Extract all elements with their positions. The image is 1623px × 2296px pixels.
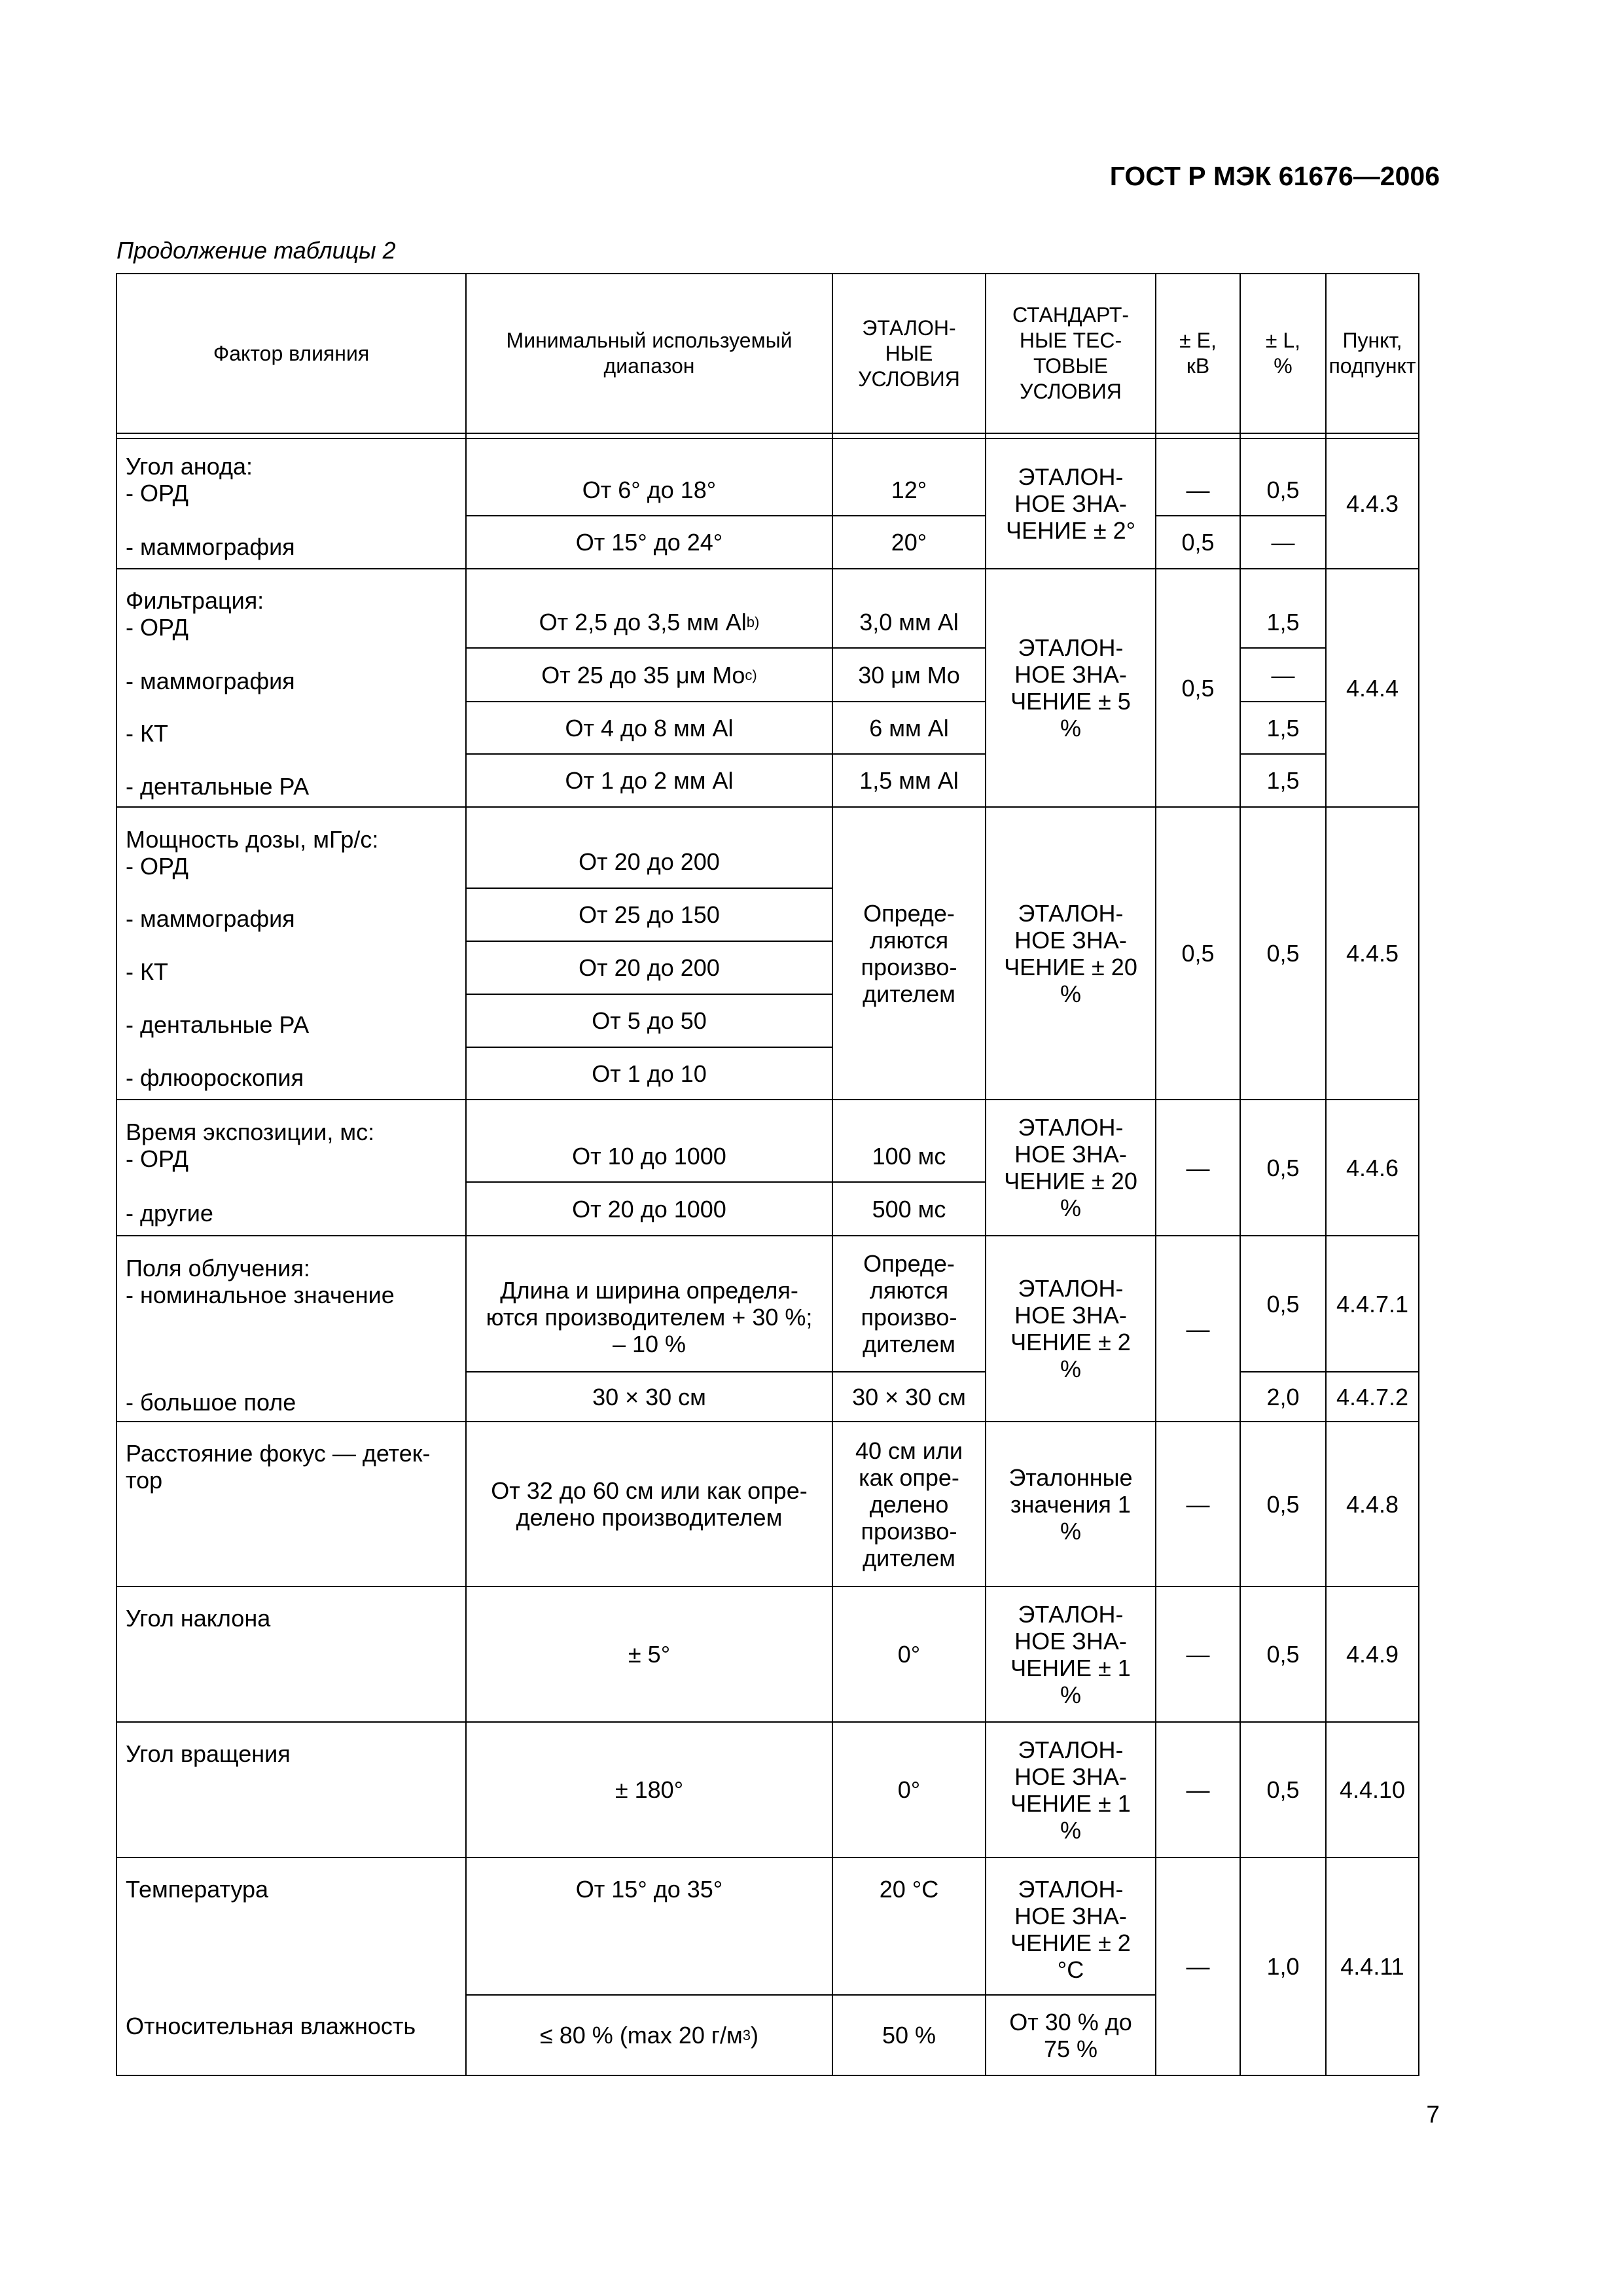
time-row1-label: - ОРД	[126, 1145, 188, 1172]
focus-title: Расстояние фокус — детек-тор	[126, 1440, 431, 1494]
field-row2-label: - большое поле	[126, 1389, 296, 1416]
filt-e: 0,5	[1181, 674, 1215, 702]
filt-ref1: 3,0 мм Al	[859, 608, 959, 636]
temp-e: —	[1186, 1953, 1210, 1980]
dose-std: ЭТАЛОН-НОЕ ЗНА-ЧЕНИЕ ± 20 %	[1004, 899, 1137, 1007]
dose-row3-label: - КТ	[126, 958, 168, 985]
col-header-clause: Пункт, подпункт	[1329, 329, 1416, 378]
col-header-l: ± L, %	[1265, 329, 1301, 378]
focus-range: От 32 до 60 см или как опре-делено производителем	[491, 1477, 808, 1531]
time-ref1: 100 мс	[872, 1142, 946, 1170]
filt-title: Фильтрация:	[126, 587, 264, 614]
field-row1-label: - номинальное значение	[126, 1282, 395, 1308]
tilt-ref: 0°	[897, 1641, 921, 1668]
humidity-title: Относительная влажность	[126, 2013, 416, 2039]
rot-std: ЭТАЛОН-НОЕ ЗНА-ЧЕНИЕ ± 1 %	[1010, 1736, 1131, 1844]
tilt-std: ЭТАЛОН-НОЕ ЗНА-ЧЕНИЕ ± 1 %	[1010, 1600, 1131, 1708]
rot-e: —	[1186, 1776, 1210, 1803]
dose-ref: Опреде-ляются произво-дителем	[861, 899, 957, 1007]
field-range1: Длина и ширина определя-ются производителем + 30 %; – 10 %	[486, 1276, 813, 1357]
filt-ref4: 1,5 мм Al	[859, 767, 959, 794]
anode-row1-label: - ОРД	[126, 480, 188, 507]
dose-range1: От 20 до 200	[579, 848, 720, 875]
anode-e2: 0,5	[1181, 529, 1215, 556]
col-header-factor: Фактор влияния	[213, 341, 370, 365]
dose-clause: 4.4.5	[1346, 940, 1399, 967]
filt-l4: 1,5	[1266, 767, 1300, 794]
temp-range: От 15° до 35°	[575, 1876, 723, 1903]
filt-l2: —	[1271, 661, 1295, 689]
field-ref1: Опреде-ляются произво-дителем	[861, 1250, 957, 1357]
field-clause2: 4.4.7.2	[1336, 1383, 1409, 1410]
field-l2: 2,0	[1266, 1383, 1300, 1410]
field-ref2: 30 × 30 см	[852, 1383, 966, 1410]
time-range1: От 10 до 1000	[572, 1142, 726, 1170]
humidity-std: От 30 % до 75 %	[1009, 2008, 1132, 2062]
dose-row4-label: - дентальные РА	[126, 1011, 310, 1038]
focus-ref: 40 см или как опре-делено произво-дителем	[855, 1437, 963, 1571]
anode-ref2: 20°	[891, 529, 927, 556]
filt-row3-label: - КТ	[126, 720, 168, 747]
anode-l2: —	[1271, 529, 1295, 556]
filt-l3: 1,5	[1266, 714, 1300, 742]
filt-l1: 1,5	[1266, 608, 1300, 636]
anode-title: Угол анода:	[126, 453, 253, 480]
filt-range4: От 1 до 2 мм Al	[565, 767, 734, 794]
dose-l: 0,5	[1266, 940, 1300, 967]
rot-clause: 4.4.10	[1339, 1776, 1406, 1803]
time-clause: 4.4.6	[1346, 1154, 1399, 1181]
col-header-ref: ЭТАЛОН-НЫЕ УСЛОВИЯ	[858, 315, 960, 391]
rot-ref: 0°	[897, 1776, 921, 1803]
filt-ref2: 30 μм Mo	[858, 661, 960, 689]
time-e: —	[1186, 1154, 1210, 1181]
time-title: Время экспозиции, мс:	[126, 1119, 375, 1145]
col-header-range: Минимальный используемый диапазон	[506, 329, 793, 378]
page-number: 7	[1426, 2101, 1440, 2128]
filt-range1: От 2,5 до 3,5 мм Al b)	[539, 608, 760, 636]
tilt-title: Угол наклона	[126, 1605, 271, 1632]
temp-l: 1,0	[1266, 1953, 1300, 1980]
filt-range3: От 4 до 8 мм Al	[565, 714, 734, 742]
anode-l1: 0,5	[1266, 476, 1300, 503]
field-e: —	[1186, 1315, 1210, 1342]
tilt-range: ± 5°	[628, 1641, 671, 1668]
rot-l: 0,5	[1266, 1776, 1300, 1803]
rot-title: Угол вращения	[126, 1740, 291, 1767]
anode-ref1: 12°	[891, 476, 927, 503]
dose-range4: От 5 до 50	[592, 1007, 707, 1034]
dose-row2-label: - маммография	[126, 905, 295, 932]
tilt-clause: 4.4.9	[1346, 1641, 1399, 1668]
filt-range2: От 25 до 35 μм Mo c)	[541, 661, 757, 689]
filt-ref3: 6 мм Al	[869, 714, 949, 742]
humidity-ref: 50 %	[882, 2022, 936, 2049]
dose-range3: От 20 до 200	[579, 954, 720, 981]
table-continuation-caption: Продолжение таблицы 2	[116, 237, 396, 264]
col-header-std: СТАНДАРТ-НЫЕ ТЕС-ТОВЫЕ УСЛОВИЯ	[1012, 303, 1130, 403]
anode-range2: От 15° до 24°	[575, 529, 723, 556]
focus-e: —	[1186, 1490, 1210, 1518]
filt-row1-label: - ОРД	[126, 614, 188, 641]
tilt-l: 0,5	[1266, 1641, 1300, 1668]
temp-clause: 4.4.11	[1340, 1953, 1404, 1980]
dose-range5: От 1 до 10	[592, 1060, 707, 1087]
field-clause1: 4.4.7.1	[1336, 1290, 1409, 1318]
filt-row2-label: - маммография	[126, 668, 295, 694]
anode-std: ЭТАЛОН-НОЕ ЗНА-ЧЕНИЕ ± 2°	[1005, 463, 1136, 544]
filt-clause: 4.4.4	[1346, 674, 1399, 702]
anode-clause: 4.4.3	[1346, 490, 1399, 517]
temp-std: ЭТАЛОН-НОЕ ЗНА-ЧЕНИЕ ± 2 °С	[1010, 1876, 1131, 1983]
dose-e: 0,5	[1181, 940, 1215, 967]
temp-ref: 20 °С	[879, 1876, 939, 1903]
focus-l: 0,5	[1266, 1490, 1300, 1518]
time-l: 0,5	[1266, 1154, 1300, 1181]
field-range2: 30 × 30 см	[592, 1383, 706, 1410]
filt-row4-label: - дентальные РА	[126, 773, 310, 800]
time-row2-label: - другие	[126, 1200, 213, 1227]
field-title: Поля облучения:	[126, 1255, 310, 1282]
filt-std: ЭТАЛОН-НОЕ ЗНА-ЧЕНИЕ ± 5 %	[1010, 634, 1131, 742]
col-header-e: ± E, кВ	[1179, 329, 1217, 378]
time-range2: От 20 до 1000	[572, 1195, 726, 1223]
field-l1: 0,5	[1266, 1290, 1300, 1318]
temp-title: Температура	[126, 1876, 269, 1903]
anode-e1: —	[1186, 476, 1210, 503]
time-ref2: 500 мс	[872, 1195, 946, 1223]
dose-range2: От 25 до 150	[579, 901, 720, 928]
tilt-e: —	[1186, 1641, 1210, 1668]
humidity-range: ≤ 80 % (max 20 г/м 3 )	[540, 2022, 758, 2049]
dose-row1-label: - ОРД	[126, 853, 188, 880]
dose-row5-label: - флюороскопия	[126, 1064, 304, 1091]
anode-range1: От 6° до 18°	[582, 476, 717, 503]
time-std: ЭТАЛОН-НОЕ ЗНА-ЧЕНИЕ ± 20 %	[1004, 1114, 1137, 1221]
focus-clause: 4.4.8	[1346, 1490, 1399, 1518]
document-header: ГОСТ Р МЭК 61676—2006	[1109, 161, 1440, 191]
dose-title: Мощность дозы, мГр/с:	[126, 826, 379, 853]
field-std: ЭТАЛОН-НОЕ ЗНА-ЧЕНИЕ ± 2 %	[1010, 1275, 1131, 1382]
focus-std: Эталонные значения 1 %	[1008, 1463, 1133, 1545]
rot-range: ± 180°	[615, 1776, 684, 1803]
anode-row2-label: - маммография	[126, 533, 295, 560]
